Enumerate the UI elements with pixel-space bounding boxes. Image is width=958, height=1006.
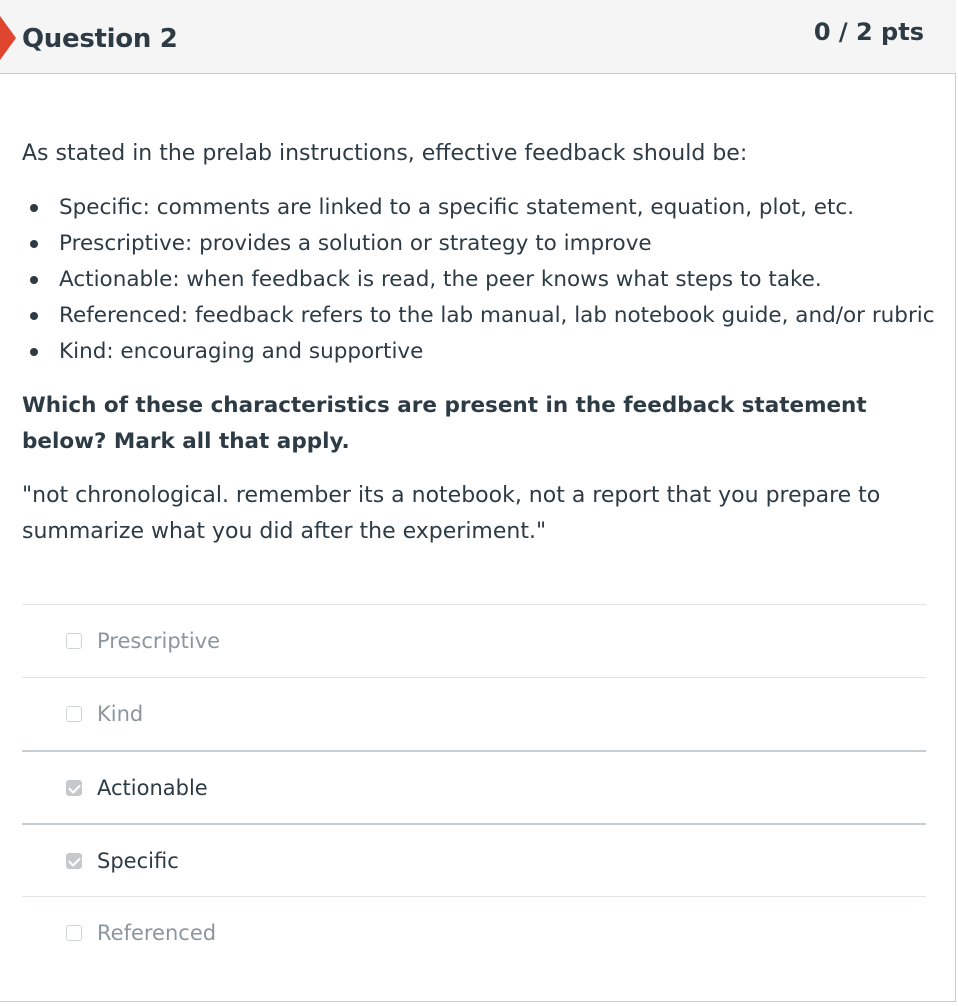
checkbox-kind[interactable] xyxy=(66,706,82,722)
criteria-item xyxy=(22,298,935,334)
checkbox-specific[interactable] xyxy=(66,853,82,869)
criteria-item xyxy=(22,262,932,298)
criteria-item xyxy=(22,226,932,262)
criteria-text: Prescriptive: provides a solution or strategy to improve xyxy=(59,231,652,256)
bullet-icon xyxy=(30,348,38,356)
checkbox-referenced[interactable] xyxy=(66,925,82,941)
answer-option-referenced[interactable] xyxy=(22,896,926,969)
question-prompt: Which of these characteristics are present in the feedback statement below? Mark all that apply. xyxy=(22,393,867,454)
bullet-icon xyxy=(30,204,38,212)
checkbox-actionable[interactable] xyxy=(66,780,82,796)
checkbox-prescriptive[interactable] xyxy=(66,633,82,649)
criteria-text: Referenced: feedback refers to the lab manual, lab notebook guide, and/or rubric xyxy=(59,303,935,328)
answer-option-kind[interactable] xyxy=(22,677,926,750)
question-title: Question 2 xyxy=(22,24,178,54)
answer-label: Prescriptive xyxy=(97,629,221,653)
bullet-icon xyxy=(30,276,38,284)
answer-list xyxy=(22,604,926,969)
feedback-statement: "not chronological. remember its a notebook, not a report that you prepare to summarize what you did after the experiment." xyxy=(22,483,881,544)
answer-option-actionable[interactable] xyxy=(22,750,926,823)
criteria-text: Actionable: when feedback is read, the peer knows what steps to take. xyxy=(59,267,822,292)
criteria-item xyxy=(22,190,932,226)
answer-label: Specific xyxy=(97,849,179,873)
answer-option-specific[interactable] xyxy=(22,823,926,896)
question-intro: As stated in the prelab instructions, effective feedback should be: xyxy=(22,141,748,166)
criteria-text: Kind: encouraging and supportive xyxy=(59,339,424,364)
criteria-text: Specific: comments are linked to a specific statement, equation, plot, etc. xyxy=(59,195,855,220)
criteria-list xyxy=(22,190,935,370)
answer-option-prescriptive[interactable] xyxy=(22,604,926,677)
answer-label: Referenced xyxy=(97,921,217,945)
answer-label: Actionable xyxy=(97,776,208,800)
points-score: 0 / 2 pts xyxy=(813,18,924,46)
bullet-icon xyxy=(30,312,38,320)
incorrect-marker-icon xyxy=(0,16,16,60)
criteria-item xyxy=(22,334,932,370)
answer-label: Kind xyxy=(97,702,144,726)
question-header xyxy=(0,0,956,74)
bullet-icon xyxy=(30,240,38,248)
